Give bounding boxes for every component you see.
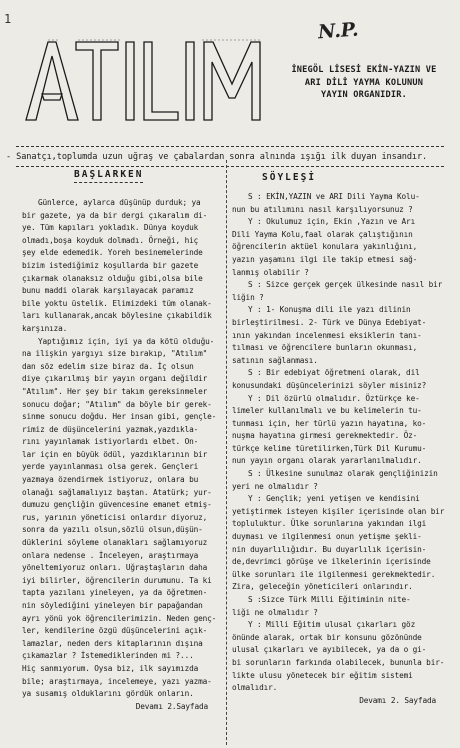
title-underline [74, 182, 143, 183]
text-line: Y : Dil özürlü olmalıdır. Öztürkçe ke- [248, 393, 420, 403]
text-line: Günlerce, aylarca düşünüp durduk; ya [38, 198, 201, 207]
text-line: dumuzu gençliğin güvencesine emanet etmiş- [22, 500, 212, 510]
text-line: S : Ülkesine sunulmaz olarak gençliğinizin [248, 469, 438, 479]
right-column-title-text: SÖYLEŞİ [262, 172, 317, 183]
text-line: Y : Gençlik; yeni yetişen ve kendisini [248, 494, 420, 504]
text-line: "Atılım". Her şey bir takım gereksinmeler [22, 386, 208, 396]
text-line: rus, yarının yöneticisi onlardır diyoruz, [22, 512, 208, 522]
handwritten-note: N.P. [317, 18, 360, 44]
text-line: dan söz edelim size biraz da. İç olsun [22, 361, 194, 371]
text-line: yerde yayınlanması olsa gerek. Gençleri [22, 462, 199, 472]
top-rule [16, 146, 444, 147]
text-line: tılması ve öğrencilere bunların okunması, [232, 343, 418, 353]
text-line: sonucu doğar; "Atılım" da böyle bir gerek- [22, 399, 212, 409]
text-line: birleştirilmesi. 2- Türk ve Dünya Edebiyat- [232, 317, 427, 327]
motto: - Sanatçı,toplumda uzun uğraş ve çabalardan sonra alnında ışığı ilk duyan insandır. [6, 152, 428, 162]
text-line: düklerini söyleme olanakları sağlamıyoruz [22, 538, 208, 548]
text-line: Yaptığımız için, iyi ya da kötü olduğu- [38, 336, 215, 346]
text-line: S :Sizce Türk Milli Eğitiminin nite- [248, 595, 411, 604]
text-line: konusundaki düşüncelerinizi söyler misiniz? [232, 380, 427, 390]
text-line: olmadı,boşa koyduk dolmadı. Örneği, hiç [22, 235, 199, 245]
text-line: nuşma hayatına girmesi gerekmektedir. Öz- [232, 431, 418, 441]
page-marker: 1 [4, 12, 12, 26]
text-line: ulusal çıkarları ve ayıbilecek, ya da o gi- [232, 645, 427, 655]
text-line: bile yoktu üstelik. Elimizdeki tüm olanak- [22, 298, 212, 308]
text-line: onlara nedense . İnceleyen, araştırmaya [22, 550, 199, 560]
text-line: bi sorunların farkında olabilecek, bununla bir- [232, 657, 445, 667]
text-line: bir gazete, ya da bir dergi çıkaralım di- [22, 210, 208, 220]
text-line: tunması için, her türlü yazın hayatına, ko- [232, 418, 427, 428]
text-line: Dili Yayma Kolu,faal olarak çalıştığının [232, 229, 413, 239]
text-line: lar için en büyük ödül, yazdıklarının bir [22, 449, 208, 459]
text-line: çıkamazlar ? İstemediklerinden mi ?... [22, 651, 194, 661]
masthead-logo-graphic [22, 36, 272, 126]
text-line: lamazlar, neden ders kitaplarının dışına [22, 638, 203, 648]
text-line: S : Sizce gerçek gerçek ülkesinde nasıl bir [248, 280, 443, 290]
text-line: yeri ne olmalıdır ? [232, 481, 318, 491]
text-line: yazmaya özendirmek istiyoruz, onlara bu [22, 475, 199, 485]
motto-rule [16, 166, 444, 167]
text-line: ler, kendilerine özgü düşüncelerini açık- [22, 626, 208, 636]
text-line: yetiştirmek isteyen kişiler içerisinde olan bir [232, 506, 445, 516]
text-line: diye çıkarılmış bir yayın organı değildir [22, 374, 208, 384]
text-line: çıkarmak olanaksız olduğu gibi,olsa bile [22, 273, 203, 283]
text-line: sinme sonucu doğdu. Her insan gibi, gençle- [22, 412, 217, 422]
text-line: limeler kullanılmalı ve bu kelimelerin tu- [232, 406, 422, 416]
text-line: yazın yaşamını ilgi ile takip etmesi sağ- [232, 254, 418, 264]
left-column-title [74, 169, 143, 183]
text-line: liği ne olmalıdır ? [232, 607, 318, 617]
text-line: de,devrimci görüşe ve ilkelerinin içerisinde [232, 557, 431, 567]
text-line: sonra da yazılı olsun,sözlü olsun,düşün- [22, 525, 203, 535]
text-line: rını yayınlamak istiyorlardı elbet. On- [22, 437, 199, 447]
text-line: Y : Milli Eğitim ulusal çıkarları göz [248, 620, 416, 630]
continued-note: Devamı 2.Sayfada [135, 701, 208, 711]
school-info-line: ARI DİLİ YAYMA KOLUNUN [304, 77, 424, 88]
text-line: Y : Okulumuz için, Ekin ,Yazın ve Arı [248, 217, 416, 227]
text-line: nun yayın organı olarak yararlanılmalıdır. [232, 456, 422, 466]
text-line: ülke sorunları ile ilgilenmesi gerekmektedir. [232, 569, 436, 579]
text-line: S : EKİN,YAZIN ve ARI Dili Yayma Kolu- [248, 192, 420, 201]
text-line: Hiç sanmıyorum. Oysa biz, ilk sayımızda [22, 663, 199, 673]
text-line: nin duyarlılığıdır. Bu duyarlılık içerisin- [232, 544, 427, 554]
text-line: satının sağlanması. [232, 355, 318, 365]
masthead-logo [22, 36, 272, 126]
text-line: karşınıza. [22, 323, 68, 333]
right-column-title [262, 172, 316, 183]
text-line: önünde alarak, ortak bir konsunu gözönünde [232, 632, 422, 642]
text-line: türkçe kelime türetilirken,Türk Dil Kurumu- [232, 443, 427, 453]
school-info-line: İNEGÖL LİSESİ EKİN-YAZIN VE [291, 65, 437, 75]
text-line: ya susamış olduklarını gördük onların. [22, 689, 194, 699]
text-line: yöneltemiyoruz onları. Uğraştaşların daha [22, 563, 208, 573]
school-info [276, 64, 452, 102]
continued-note: Devamı 2. Sayfada [359, 695, 436, 705]
text-line: tapta yazılanı yineleyen, ya da öğretmen- [22, 588, 208, 598]
text-line: ının yakından incelenmesi eksiklerin tanı- [232, 330, 422, 340]
text-line: bizim istediğimiz koşullarda bir gazete [22, 260, 199, 270]
text-line: bile; araştırmaya, incelemeye, yazı yazma- [22, 676, 212, 686]
text-line: liğin ? [232, 292, 264, 302]
text-line: olanağı sağlamalıyız baştan. Atatürk; yur- [22, 487, 212, 497]
text-line: topluluktur. Ülke sorunlarına yakından ilgi [232, 519, 427, 529]
text-line: duyması ve ilgilenmesi onun yetişme şekli- [232, 532, 422, 542]
text-line: likte ulusu yönetecek bir eğitim sistemi [232, 670, 413, 680]
text-line: ayrı yönü yok öğrencilerimizin. Neden genç- [22, 613, 217, 623]
left-column-text [22, 197, 226, 713]
text-line: Zira, geleceğin yöneticileri onlarındır. [232, 582, 413, 592]
text-line: şey elde edemedik. Yoreh besinemelerinde [22, 248, 203, 258]
column-divider [226, 160, 227, 745]
text-line: nin söylediğini yineleyen bir papağandan [22, 601, 203, 610]
text-line: olmalıdır. [232, 683, 278, 693]
text-line: Y : 1- Konuşma dili ile yazı dilinin [248, 305, 411, 315]
text-line: na ilişkin yargıyı size bırakıp, "Atılım" [22, 349, 208, 359]
text-line: rimiz de düşüncelerini yazmak,yazdıkla- [22, 424, 199, 434]
text-line: nun bu atılımını nasıl karşılıyorsunuz ? [232, 204, 413, 214]
text-line: ye. Tüm kapıları yokladık. Dünya koyduk [22, 223, 199, 233]
text-line: lanmış olabilir ? [232, 267, 309, 277]
school-info-line: YAYIN ORGANIDIR. [321, 90, 407, 100]
right-column-text [232, 191, 454, 707]
text-line: öğrencilerin aktüel konulara yakınlığını, [232, 242, 418, 252]
text-line: iyi bilirler, öğrencilerin durumunu. Ta ki [22, 575, 212, 585]
text-line: ları kullanarak,ancak böylesine çıkabildik [22, 311, 212, 321]
text-line: S : Bir edebiyat öğretmeni olarak, dil [248, 368, 420, 378]
left-column-title-text: BAŞLARKEN [74, 169, 144, 180]
text-line: bunu maddi olarak karşılayacak paramız [22, 286, 194, 296]
